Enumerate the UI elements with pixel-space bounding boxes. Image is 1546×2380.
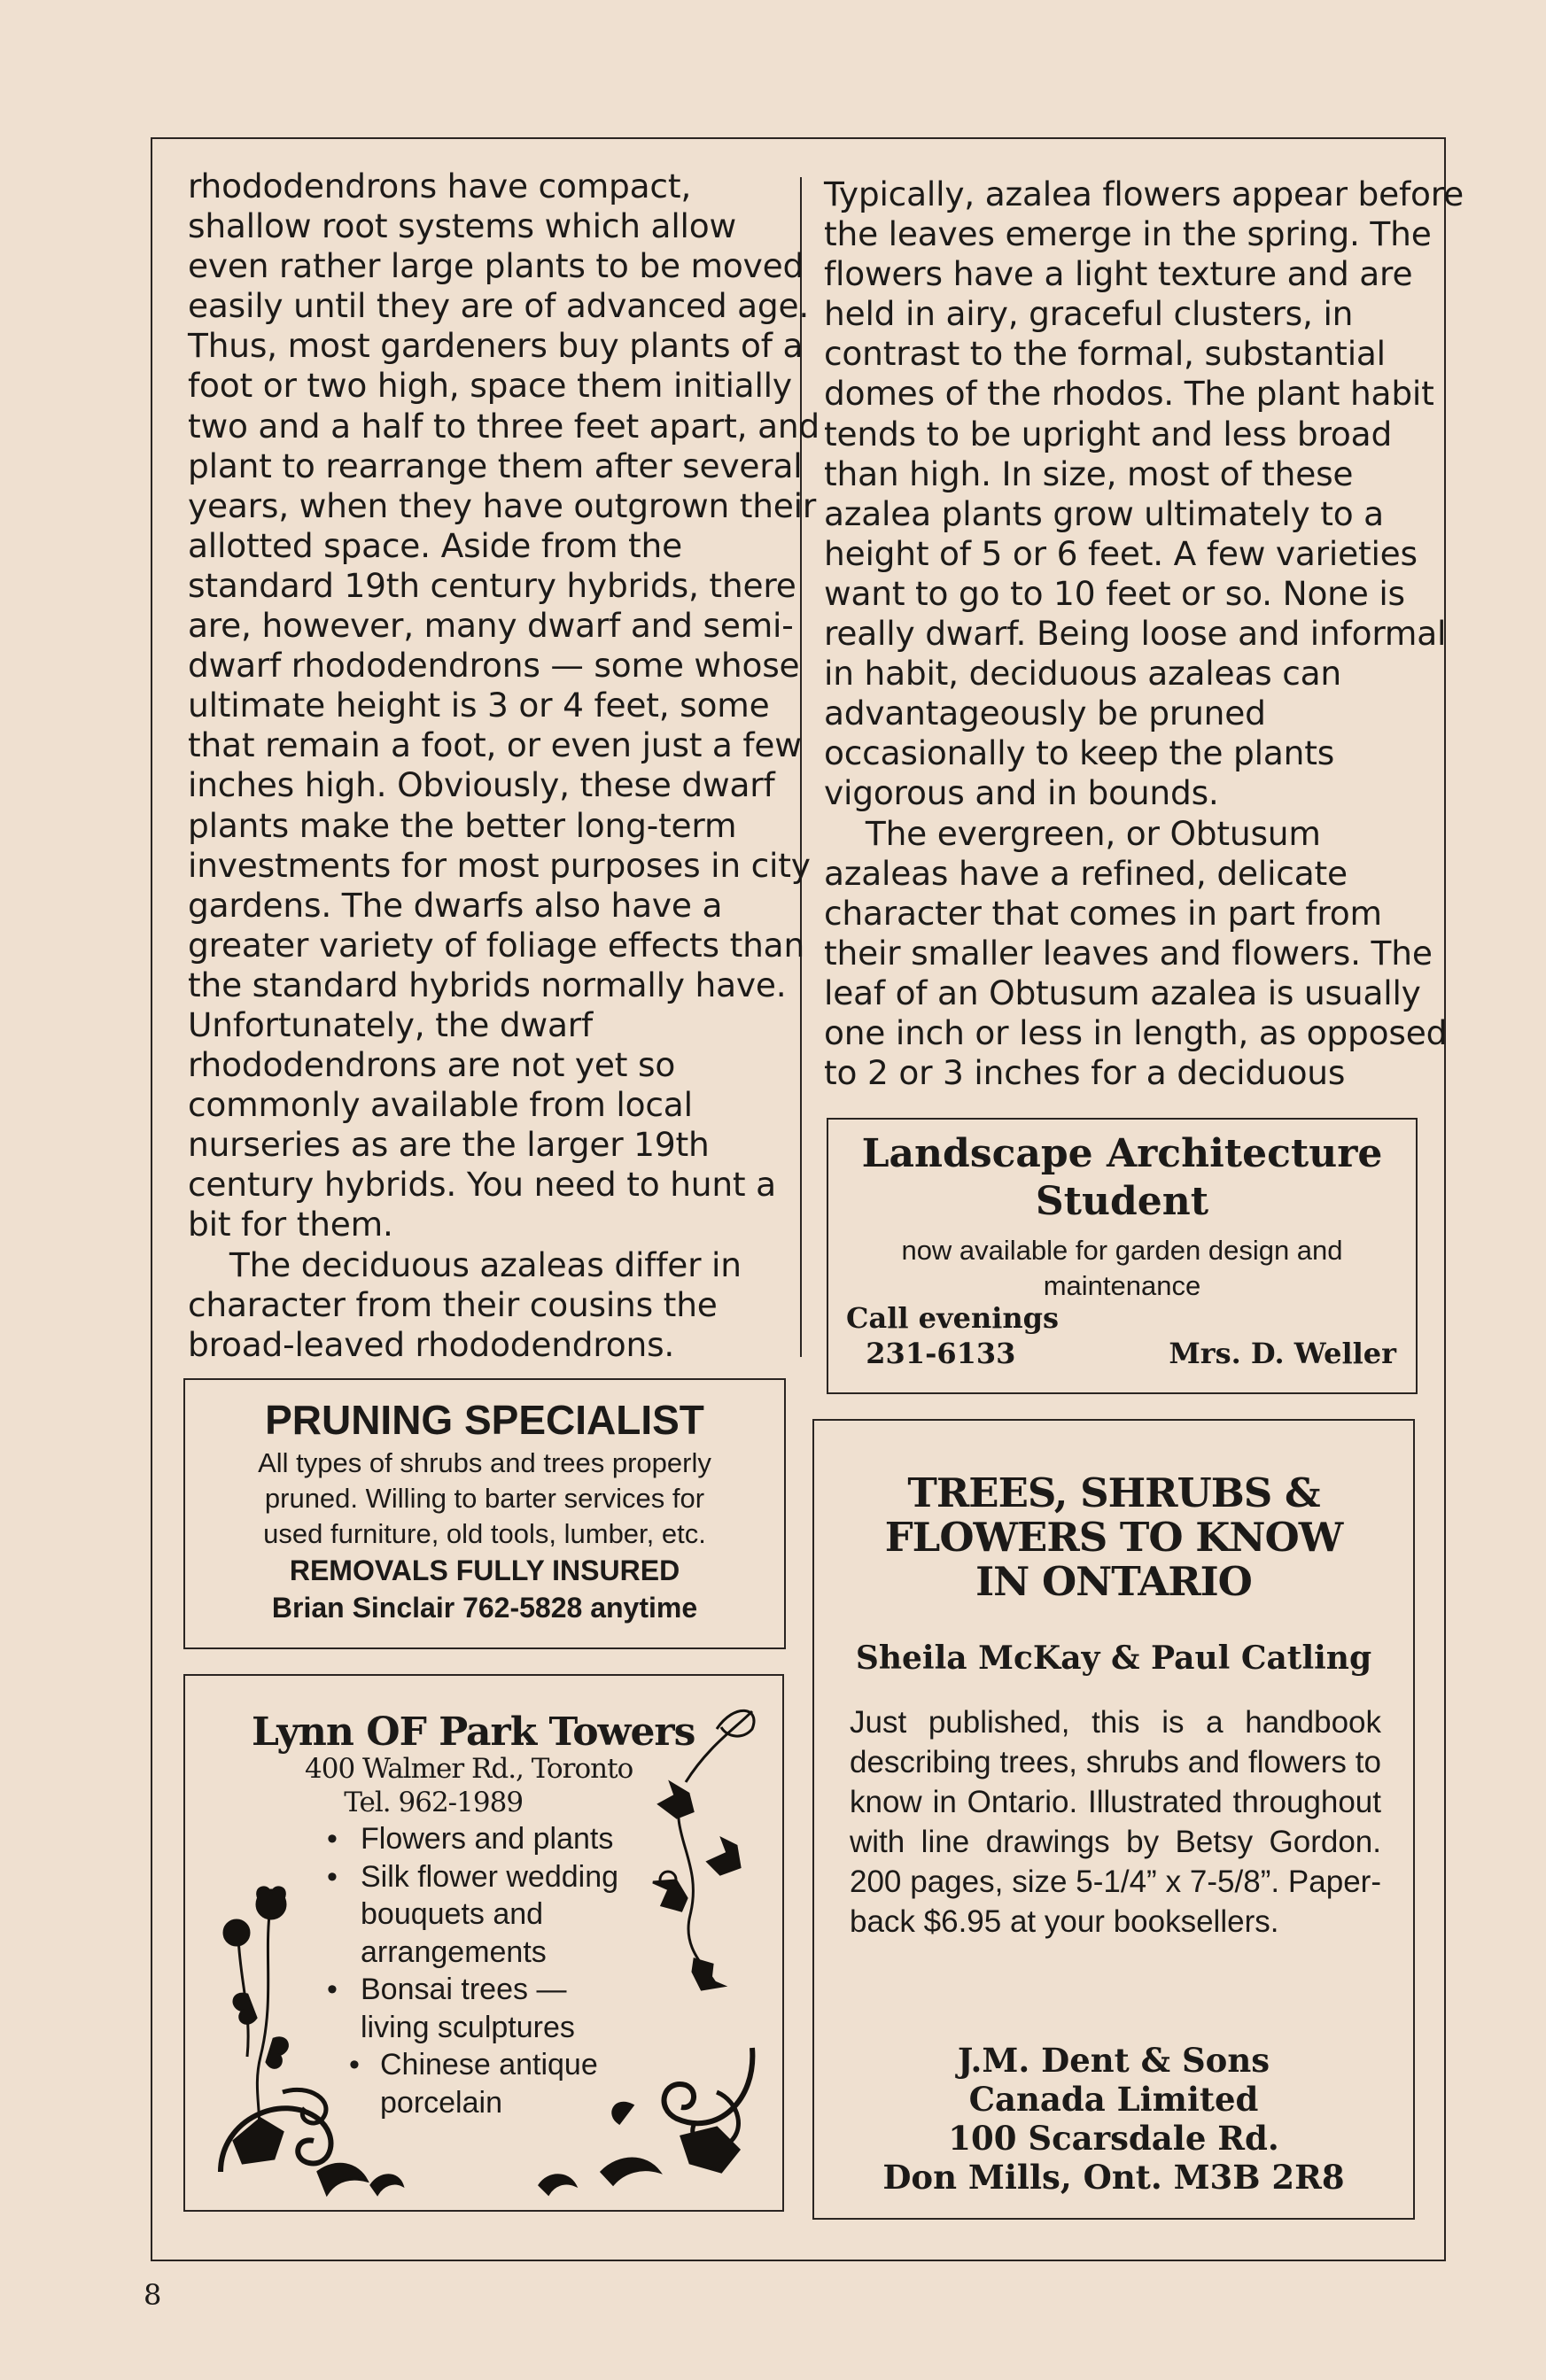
list-item: • Silk flower wedding bouquets and arrangements xyxy=(327,1859,619,1969)
pruning-ad-heading: PRUNING SPECIALIST xyxy=(265,1397,704,1443)
store-name: Lynn OF Park Towers xyxy=(252,1709,695,1755)
lynn-of-park-towers-ad xyxy=(183,1674,784,2212)
landscape-architecture-ad xyxy=(827,1118,1418,1394)
book-advertisement xyxy=(812,1419,1415,2220)
article-right-column: Typically, azalea flowers appear before the leaves emerge in the spring. The flowers have a light texture and are held in airy, graceful clusters, in contrast to the formal, substantial domes of the rhodos. The plant habit tends to be upright and less broad than high. In size, most of these azalea plants grow ultimately to a height of 5 or 6 feet. A few varieties want to go to 10 feet or so. None is really dwarf. Being loose and informal in habit, deciduous azaleas can advantageously be pruned occasionally to keep the plants vigorous and in bounds. The evergreen, or Obtusum azaleas have a refined, delicate character that comes in part from their smaller leaves and flowers. The leaf of an Obtusum azalea is usually one inch or less in length, as opposed to 2 or 3 inches for a deciduous xyxy=(824,174,1464,1093)
landscape-ad-phone: Call evenings 231-6133 xyxy=(846,1301,1060,1370)
list-item: • Chinese antique porcelain xyxy=(349,2048,598,2120)
book-title: TREES, SHRUBS & FLOWERS TO KNOW IN ONTARIO xyxy=(884,1469,1343,1605)
pruning-ad-insured: REMOVALS FULLY INSURED xyxy=(289,1554,680,1586)
list-item: • Bonsai trees — living sculptures xyxy=(327,1973,575,2044)
store-address: 400 Walmer Rd., Toronto Tel. 962-1989 xyxy=(305,1753,633,1818)
floral-vine-ornament-icon xyxy=(185,1676,786,2213)
pruning-ad-contact: Brian Sinclair 762-5828 anytime xyxy=(271,1592,698,1624)
landscape-ad-subtext: now available for garden design and maintenance xyxy=(901,1235,1343,1301)
publisher-address: J.M. Dent & Sons Canada Limited 100 Scarsdale Rd. Don Mills, Ont. M3B 2R8 xyxy=(882,2041,1345,2197)
landscape-ad-contact: Mrs. D. Weller xyxy=(1169,1337,1396,1370)
book-description: Just published, this is a handbook describing trees, shrubs and flowers to know in Ontario. Illustrated throughout with line drawings by Betsy Gordon. 200 pages, size 5-1/4” x 7-5/8”. Paper-back $6.95 at your booksellers. xyxy=(850,1705,1381,1939)
article-left-column: rhododendrons have compact, shallow root systems which allow even rather large plants to be moved easily until they are of advanced age. Thus, most gardeners buy plants of a foot or two high, space them initially two and a half to three feet apart, and plant to rearrange them after several years, when they have outgrown their allotted space. Aside from the standard 19th century hybrids, there are, however, many dwarf and semi- dwarf rhododendrons — some whose ultimate height is 3 or 4 feet, some that remain a foot, or even just a few inches high. Obviously, these dwarf plants make the better long-term investments for most purposes in city gardens. The dwarfs also have a greater variety of foliage effects than the standard hybrids normally have. Unfortunately, the dwarf rhododendrons are not yet so commonly available from local nurseries as are the larger 19th century hybrids. You need to hunt a bit for them. The deciduous azaleas differ in character from their cousins the broad-leaved rhododendrons. xyxy=(188,167,820,1364)
book-authors: Sheila McKay & Paul Catling xyxy=(855,1640,1372,1677)
list-item: • Flowers and plants xyxy=(327,1822,614,1856)
page-number: 8 xyxy=(144,2278,162,2312)
pruning-specialist-ad xyxy=(183,1378,786,1649)
pruning-ad-body: All types of shrubs and trees properly pruned. Willing to barter services for used furniture, old tools, lumber, etc. xyxy=(258,1447,711,1549)
landscape-ad-heading: Landscape Architecture Student xyxy=(861,1131,1383,1224)
